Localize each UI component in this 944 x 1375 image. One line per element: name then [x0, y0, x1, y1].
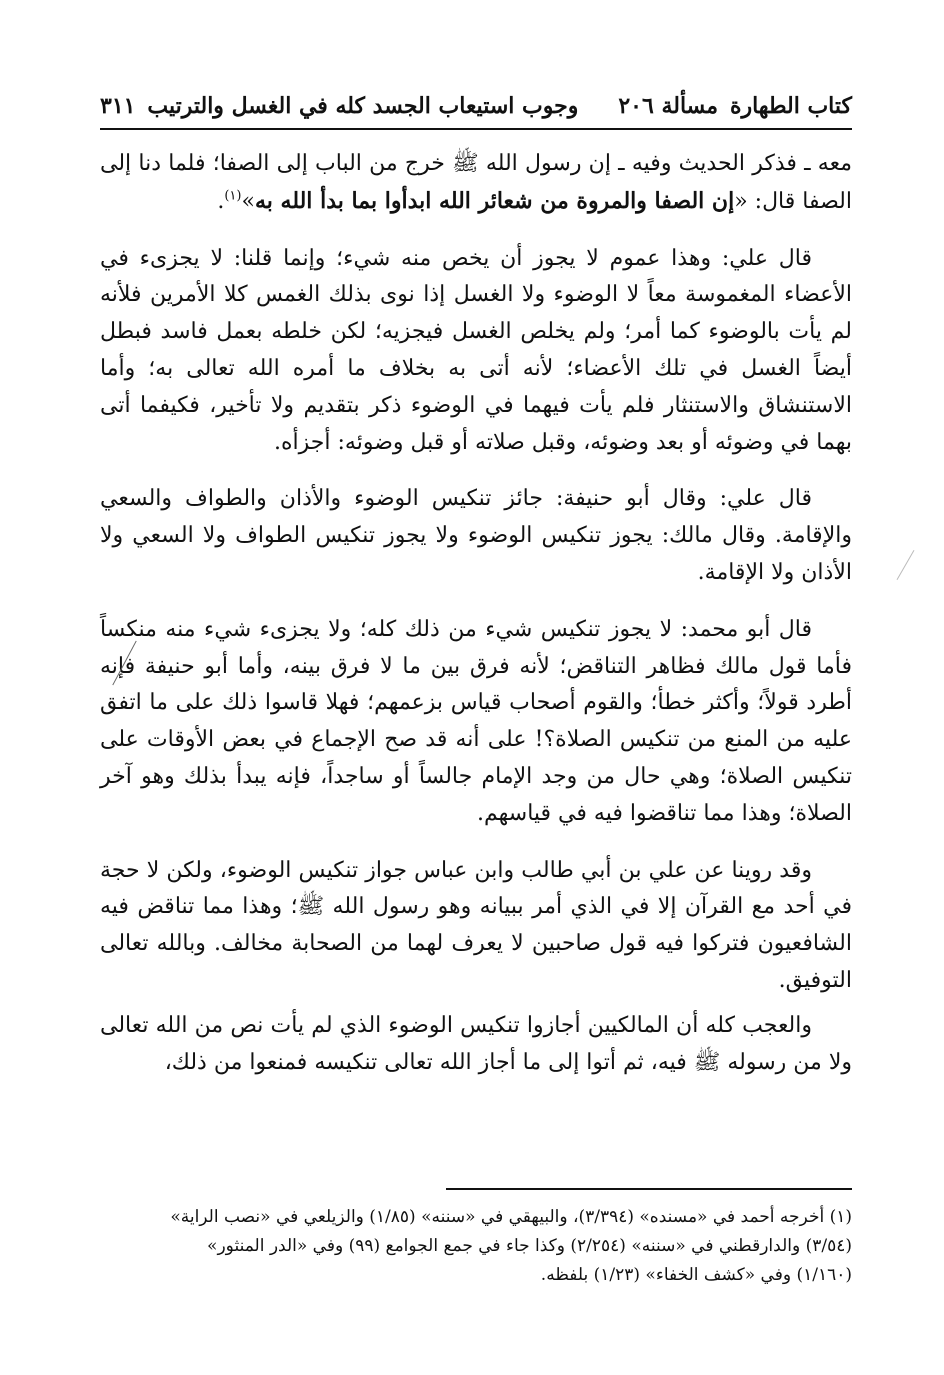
paragraph-1 — [100, 146, 852, 221]
footnotes — [100, 1203, 852, 1290]
footnote-rule — [446, 1188, 852, 1190]
paragraph-4: قال أبو محمد: لا يجوز تنكيس شيء من ذلك كله؛ ولا يجزىء شيء منه منكساً فأما قول مالك فظاهر التناقض؛ لأنه فرق بين ما لا فرق بينه، وأما أبو حنيفة فإنه أطرد قولاً؛ وأكثر خطأ؛ والقوم أصحاب قياس بزعمهم؛ فهلا قاسوا ذلك على ما اتفق عليه من المنع من تنكيس الصلاة؟! على أنه قد صح الإجماع في بعض الأوقات على تنكيس الصلاة؛ وهي حال من وجد الإمام جالساً أو ساجداً، فإنه يبدأ بذلك وهو آخر الصلاة؛ وهذا مما تناقضوا فيه في قياسهم. — [100, 616, 852, 826]
p1-quote: إن الصفا والمروة من شعائر الله ابدأوا بما بدأ الله به — [254, 187, 735, 214]
p1-end: . — [217, 188, 225, 214]
paragraph-2: قال علي: وهذا عموم لا يجوز أن يخص منه شيء؛ وإنما قلنا: لا يجزىء في الأعضاء المغموسة معاً لا الوضوء ولا الغسل إذا نوى بذلك الغمس كلا الأمرين فلأنه لم يأت بالوضوء كما أمر؛ ولم يخلص الغسل فيجزيه؛ لكن خلطه بعمل فاسد فبطل أيضاً الغسل في تلك الأعضاء؛ لأنه أتى به بخلاف ما أمره الله تعالى به؛ وأما الاستنشاق والاستنثار فلم يأت فيهما في الوضوء ذكر بتقديم ولا تأخير، فكيفما أتى بهما في وضوئه أو بعد وضوئه، وقبل صلاته أو قبل وضوئه: أجزأه. — [100, 245, 852, 455]
header-book-title: كتاب الطهارة — [729, 93, 852, 119]
footnote-line: (٣/٥٤) والدارقطني في «سننه» (٢/٢٥٤) وكذا جاء في جمع الجوامع (٩٩) وفي «الدر المنثور» — [207, 1236, 852, 1256]
paragraph-5: وقد روينا عن علي بن أبي طالب وابن عباس جواز تنكيس الوضوء، ولكن لا حجة في أحد مع القرآن إلا في الذي أمر ببيانه وهو رسول الله ﷺ؛ وهذا مما تناقض فيه الشافعيون فتركوا فيه قول صاحبين لا يعرف لهما من الصحابة مخالف. وبالله تعالى التوفيق. — [100, 857, 852, 993]
main-text — [100, 146, 852, 1101]
footnote-ref[interactable]: (١) — [224, 188, 242, 204]
p1-text: معه ـ فذكر الحديث وفيه ـ إن رسول الله ﷺ خرج من الباب إلى الصفا؛ فلما دنا إلى الصفا قال: « — [100, 151, 852, 214]
header-topic: وجوب استيعاب الجسد كله في الغسل والترتيب — [147, 93, 579, 119]
header-middle — [147, 93, 718, 119]
paragraph-3: قال علي: وقال أبو حنيفة: جائز تنكيس الوضوء والأذان والطواف والسعي والإقامة. وقال مالك: يجوز تنكيس الوضوء ولا يجوز تنكيس الطواف ولا السعي ولا الأذان ولا الإقامة. — [100, 486, 852, 585]
page-number: ٣١١ — [100, 93, 136, 119]
margin-pencil-mark — [897, 550, 915, 580]
p1-close: » — [241, 188, 255, 214]
header-rule — [100, 128, 852, 130]
running-header — [100, 86, 852, 126]
footnote-line: (١/١٦٠) وفي «كشف الخفاء» (١/٢٣) بلفظه. — [540, 1265, 852, 1285]
paragraph-6: والعجب كله أن المالكيين أجازوا تنكيس الوضوء الذي لم يأت نص من الله تعالى ولا من رسوله ﷺ فيه، ثم أتوا إلى ما أجاز الله تعالى تنكيسه فمنعوا من ذلك، — [100, 1012, 852, 1075]
header-issue: مسألة ٢٠٦ — [618, 93, 719, 119]
footnote-line: (١) أخرجه أحمد في «مسنده» (٣/٣٩٤)، والبيهقي في «سننه» (١/٨٥) والزيلعي في «نصب الراية» — [170, 1207, 852, 1227]
